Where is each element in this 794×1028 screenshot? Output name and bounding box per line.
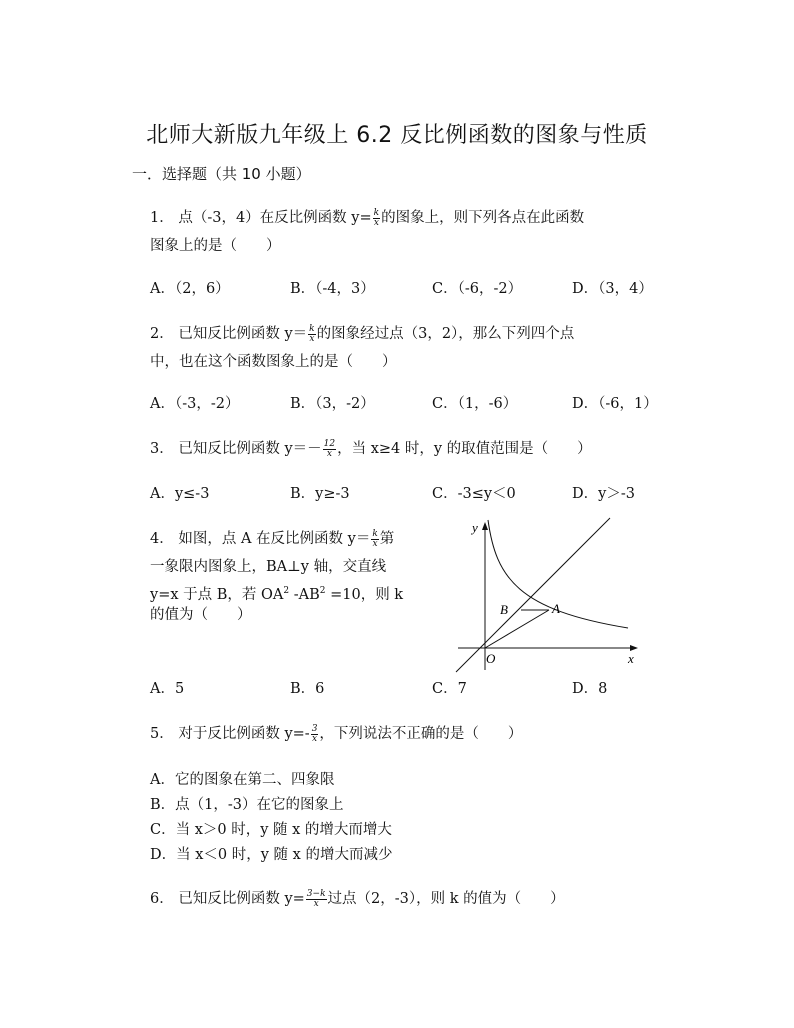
label-b: B <box>500 602 508 617</box>
q3-option-b: B．y≥-3 <box>290 486 350 502</box>
question-6-line-1: 6． 已知反比例函数 y= $\frac{3-k}{x}$ 过点（2，-3），则 k 的值为（ ） <box>150 888 565 909</box>
q2-option-c: C．（1，-6） <box>432 396 518 412</box>
function-graph <box>448 510 648 675</box>
label-y: y <box>472 520 478 535</box>
q2-option-a: A．（-3，-2） <box>150 396 240 412</box>
label-a: A <box>552 601 560 616</box>
question-4-line-3: y=x 于点 B，若 $OA^2$ $-AB^2 =10$，则 k <box>150 586 404 603</box>
fraction: $\frac{k}{x}$ <box>309 323 315 344</box>
q2-option-b: B．（3，-2） <box>290 396 375 412</box>
question-1-line-1: 1． 点（-3，4）在反比例函数 y= $\frac{k}{x}$ 的图象上，则下列各点在此函数 <box>150 207 585 228</box>
q4-option-d: D．8 <box>572 681 608 697</box>
question-4-line-2: 一象限内图象上，BA⊥y 轴，交直线 <box>150 559 387 575</box>
question-4-line-1: 4． 如图，点 A 在反比例函数 y＝ $\frac{k}{x}$ 第 <box>150 528 395 549</box>
fraction: $\frac{3}{x}$ <box>311 723 318 744</box>
q3-option-d: D．y＞-3 <box>572 486 635 502</box>
q5-option-b: B．点（1，-3）在它的图象上 <box>150 797 344 813</box>
q1-option-c: C．（-6，-2） <box>432 281 523 297</box>
label-o: O <box>486 651 496 666</box>
q1-option-a: A．（2，6） <box>150 281 230 297</box>
q5-option-c: C．当 x＞0 时，y 随 x 的增大而增大 <box>150 822 392 838</box>
line-y-equals-x <box>456 518 610 672</box>
fraction: $\frac{k}{x}$ <box>373 207 380 228</box>
q3-option-a: A．y≤-3 <box>150 486 210 502</box>
question-5-line-1: 5． 对于反比例函数 y=- $\frac{3}{x}$ ，下列说法不正确的是（ ） <box>150 723 523 744</box>
q3-option-c: C．-3≤y＜0 <box>432 486 516 502</box>
q1-option-b: B．（-4，3） <box>290 281 375 297</box>
q1-option-d: D．（3，4） <box>572 281 653 297</box>
page-title: 北师大新版九年级上 6.2 反比例函数的图象与性质 <box>146 123 648 148</box>
question-3-line-1: 3． 已知反比例函数 y＝－ $\frac{12}{x}$ ，当 x≥4 时，y 的取值范围是（ ） <box>150 438 592 459</box>
q4-option-c: C．7 <box>432 681 467 697</box>
q5-option-a: A．它的图象在第二、四象限 <box>150 772 335 788</box>
fraction: $\frac{k}{x}$ <box>372 528 378 549</box>
label-x: x <box>628 651 634 666</box>
question-4-line-4: 的值为（ ） <box>150 607 252 623</box>
fraction: $\frac{3-k}{x}$ <box>306 888 326 909</box>
question-2-line-1: 2． 已知反比例函数 y＝ $\frac{k}{x}$ 的图象经过点（3，2），那么下列四个点 <box>150 323 575 344</box>
q4-option-a: A．5 <box>150 681 185 697</box>
q4-option-b: B．6 <box>290 681 325 697</box>
q2-option-d: D．（-6，1） <box>572 396 658 412</box>
question-1-line-2: 图象上的是（ ） <box>150 238 281 254</box>
q5-option-d: D．当 x＜0 时，y 随 x 的增大而减少 <box>150 847 393 863</box>
y-axis-arrow <box>482 522 488 530</box>
fraction: $\frac{12}{x}$ <box>323 438 336 459</box>
question-2-line-2: 中，也在这个函数图象上的是（ ） <box>150 354 397 370</box>
segment-oa <box>485 610 549 648</box>
section-heading: 一．选择题（共 10 小题） <box>132 165 311 183</box>
